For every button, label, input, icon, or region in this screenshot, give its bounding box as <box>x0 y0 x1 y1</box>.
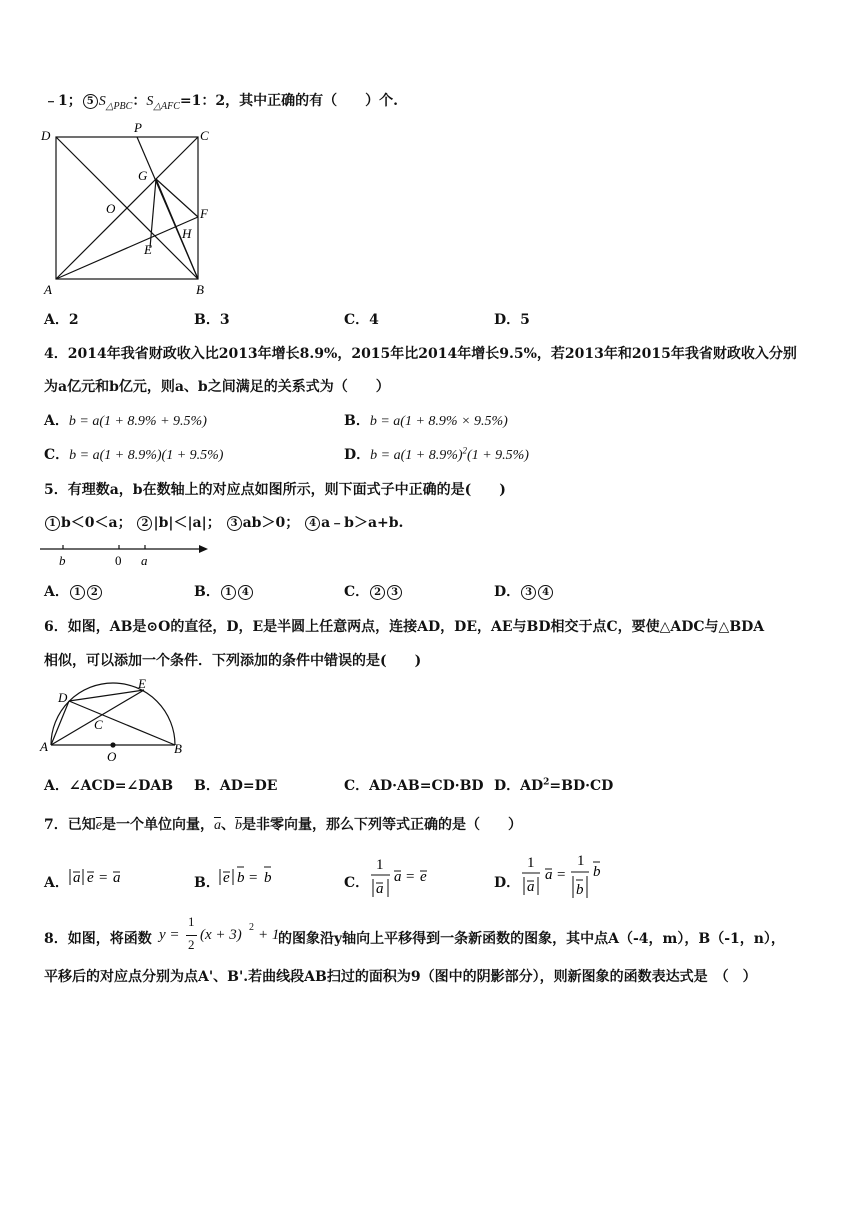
number-line-figure <box>38 540 213 570</box>
q6-option-c[interactable]: C．AD·AB=CD·BD <box>344 778 484 794</box>
option-letter: B． <box>194 584 220 600</box>
svg-text:=: = <box>249 870 258 886</box>
q6-option-b[interactable]: B．AD=DE <box>194 778 278 794</box>
svg-text:=: = <box>99 870 108 886</box>
svg-text:b: b <box>237 870 245 886</box>
svg-text:e: e <box>420 869 427 885</box>
svg-text:=: = <box>406 869 415 885</box>
circled-number: 3 <box>227 516 242 531</box>
q3-condition-line <box>44 90 398 112</box>
axis-label-a: a <box>141 553 148 568</box>
q5-option-c[interactable] <box>344 581 403 601</box>
fraction-bar <box>186 935 197 936</box>
option-letter: A． <box>44 584 69 600</box>
option-expr: b = a(1 + 8.9%) <box>370 448 463 463</box>
svg-text:b: b <box>593 864 601 880</box>
q3-option-c[interactable]: C．4 <box>344 312 379 328</box>
option-letter: C． <box>44 447 70 463</box>
label-F: F <box>200 206 208 221</box>
circled-number: 1 <box>70 585 85 600</box>
option-letter: A． <box>44 413 69 429</box>
circled-number: 4 <box>305 516 320 531</box>
area-subscript: △PBC <box>105 100 133 112</box>
q5-option-b[interactable] <box>194 581 254 601</box>
svg-text:a: a <box>527 879 535 895</box>
exponent: 2 <box>249 922 254 933</box>
label-E: E <box>138 676 146 691</box>
svg-text:1: 1 <box>376 857 384 873</box>
area-symbol: S <box>98 94 106 109</box>
label-H: H <box>182 226 192 241</box>
q5-stem: 5．有理数a，b在数轴上的对应点如图所示，则下面式子中正确的是( ) <box>44 482 506 498</box>
option-expr: b = a(1 + 8.9% × 9.5%) <box>369 414 508 429</box>
option-letter: B． <box>344 413 370 429</box>
q6-stem-line1: 6．如图，AB是⊙O的直径，D，E是半圆上任意两点，连接AD，DE，AE与BD相交于点C，要使△ADC与△BDA <box>44 619 765 635</box>
vector-b: $\overline{b}$ <box>234 818 242 833</box>
label-E: E <box>144 242 152 257</box>
svg-text:e: e <box>87 870 94 886</box>
circled-number: 4 <box>538 585 553 600</box>
label-C: C <box>94 717 103 732</box>
svg-text:a: a <box>394 869 402 885</box>
square-figure <box>38 120 218 300</box>
label-P: P <box>134 120 142 135</box>
q8-stem-pre: 8．如图，将函数 <box>44 931 152 947</box>
circled-number: 5 <box>83 94 98 109</box>
circled-number: 1 <box>221 585 236 600</box>
label-G: G <box>138 168 148 183</box>
q4-option-b[interactable] <box>344 410 508 430</box>
svg-text:1: 1 <box>527 855 535 871</box>
q4-stem-line2: 为a亿元和b亿元，则a、b之间满足的关系式为（ ） <box>44 379 390 395</box>
svg-text:1: 1 <box>577 853 585 869</box>
colon: ： <box>132 93 147 109</box>
statement-text: ab＞0； <box>242 515 300 531</box>
svg-text:e: e <box>223 870 230 886</box>
label-D: D <box>41 128 51 143</box>
q7-expr-a <box>66 864 136 890</box>
area-symbol: S <box>146 94 154 109</box>
q3-option-a[interactable]: A．2 <box>44 312 79 328</box>
semicircle-figure <box>38 675 188 767</box>
q3-option-b[interactable]: B．3 <box>194 312 230 328</box>
svg-text:a: a <box>545 867 553 883</box>
option-expr: b = a(1 + 8.9% + 9.5%) <box>68 414 207 429</box>
label-O: O <box>106 201 116 216</box>
svg-text:b: b <box>576 882 584 898</box>
q7-pre: 7．已知 <box>44 817 96 833</box>
q3-text-b: =1：2，其中正确的有（ ）个. <box>179 93 398 109</box>
circled-number: 1 <box>45 516 60 531</box>
label-O: O <box>107 749 117 764</box>
fraction-numerator: 1 <box>188 914 195 929</box>
q7-expr-c <box>368 852 438 902</box>
axis-label-b: b <box>59 553 66 568</box>
q4-option-d[interactable] <box>344 444 529 464</box>
circled-number: 3 <box>387 585 402 600</box>
exponent: 2 <box>462 445 468 456</box>
option-letter: D． <box>494 584 521 600</box>
q7-expr-d <box>518 848 608 904</box>
label-D: D <box>58 690 68 705</box>
separator: 、 <box>220 817 235 833</box>
circled-number: 3 <box>521 585 536 600</box>
svg-text:a: a <box>73 870 81 886</box>
y-equals: y = <box>159 927 180 943</box>
q5-option-d[interactable] <box>494 581 554 601</box>
circled-number: 2 <box>137 516 152 531</box>
q7-option-a[interactable]: A． <box>44 875 69 891</box>
label-A: A <box>40 739 48 754</box>
polynomial: (x + 3) <box>200 927 242 943</box>
q5-option-a[interactable] <box>44 581 103 601</box>
option-expr: b = a(1 + 8.9%)(1 + 9.5%) <box>69 448 224 463</box>
q7-stem <box>44 814 522 834</box>
area-subscript: △AFC <box>153 100 180 112</box>
option-text: D．AD <box>494 778 544 794</box>
q7-mid2: 是非零向量，那么下列等式正确的是（ ） <box>241 817 522 833</box>
constant-term: + 1 <box>258 927 280 943</box>
option-letter: D． <box>344 447 371 463</box>
q7-option-d[interactable]: D． <box>494 875 521 891</box>
statement-text: a﹣b＞a+b. <box>321 515 404 531</box>
option-text-tail: =BD·CD <box>549 778 614 794</box>
q6-stem-line2: 相似，可以添加一个条件．下列添加的条件中错误的是( ) <box>44 653 422 669</box>
svg-text:a: a <box>113 870 121 886</box>
q6-option-d[interactable] <box>494 775 613 795</box>
circled-number: 2 <box>370 585 385 600</box>
label-A: A <box>44 282 52 297</box>
axis-label-zero: 0 <box>115 553 122 568</box>
q5-statements <box>44 512 403 532</box>
q4-option-a[interactable] <box>44 410 207 430</box>
q7-option-c[interactable]: C． <box>344 875 370 891</box>
fraction-denominator: 2 <box>188 937 195 952</box>
label-B: B <box>174 741 182 756</box>
exponent: 2 <box>543 777 550 788</box>
statement-text: b＜0＜a； <box>61 515 132 531</box>
q6-option-a[interactable]: A．∠ACD=∠DAB <box>44 778 174 794</box>
option-letter: C． <box>344 584 370 600</box>
option-expr-tail: (1 + 9.5%) <box>467 448 529 463</box>
q3-option-d[interactable]: D．5 <box>494 312 530 328</box>
svg-text:b: b <box>264 870 272 886</box>
label-C: C <box>200 128 209 143</box>
statement-text: |b|＜|a|； <box>153 515 221 531</box>
q4-option-c[interactable] <box>44 444 223 464</box>
q7-expr-b <box>216 864 286 890</box>
circled-number: 2 <box>87 585 102 600</box>
q7-option-b[interactable]: B． <box>194 875 220 891</box>
q8-stem-line2: 平移后的对应点分别为点A'、B'.若曲线段AB扫过的面积为9（图中的阴影部分），则新图象的函数表达式是 （ ） <box>44 969 757 985</box>
svg-text:=: = <box>557 867 566 883</box>
vector-e: $\overline{e}$ <box>95 818 102 833</box>
vector-a: $\overline{a}$ <box>213 818 221 833</box>
q8-stem-line1-rest: 的图象沿y轴向上平移得到一条新函数的图象，其中点A（-4，m），B（-1，n）， <box>278 931 785 947</box>
q7-mid1: 是一个单位向量， <box>101 817 214 833</box>
label-B: B <box>196 282 204 297</box>
q3-text-a: ﹣1； <box>44 93 82 109</box>
circled-number: 4 <box>238 585 253 600</box>
q4-stem-line1: 4．2014年我省财政收入比2013年增长8.9%，2015年比2014年增长9.5%，若2013年和2015年我省财政收入分别 <box>44 346 797 362</box>
svg-text:a: a <box>376 881 384 897</box>
